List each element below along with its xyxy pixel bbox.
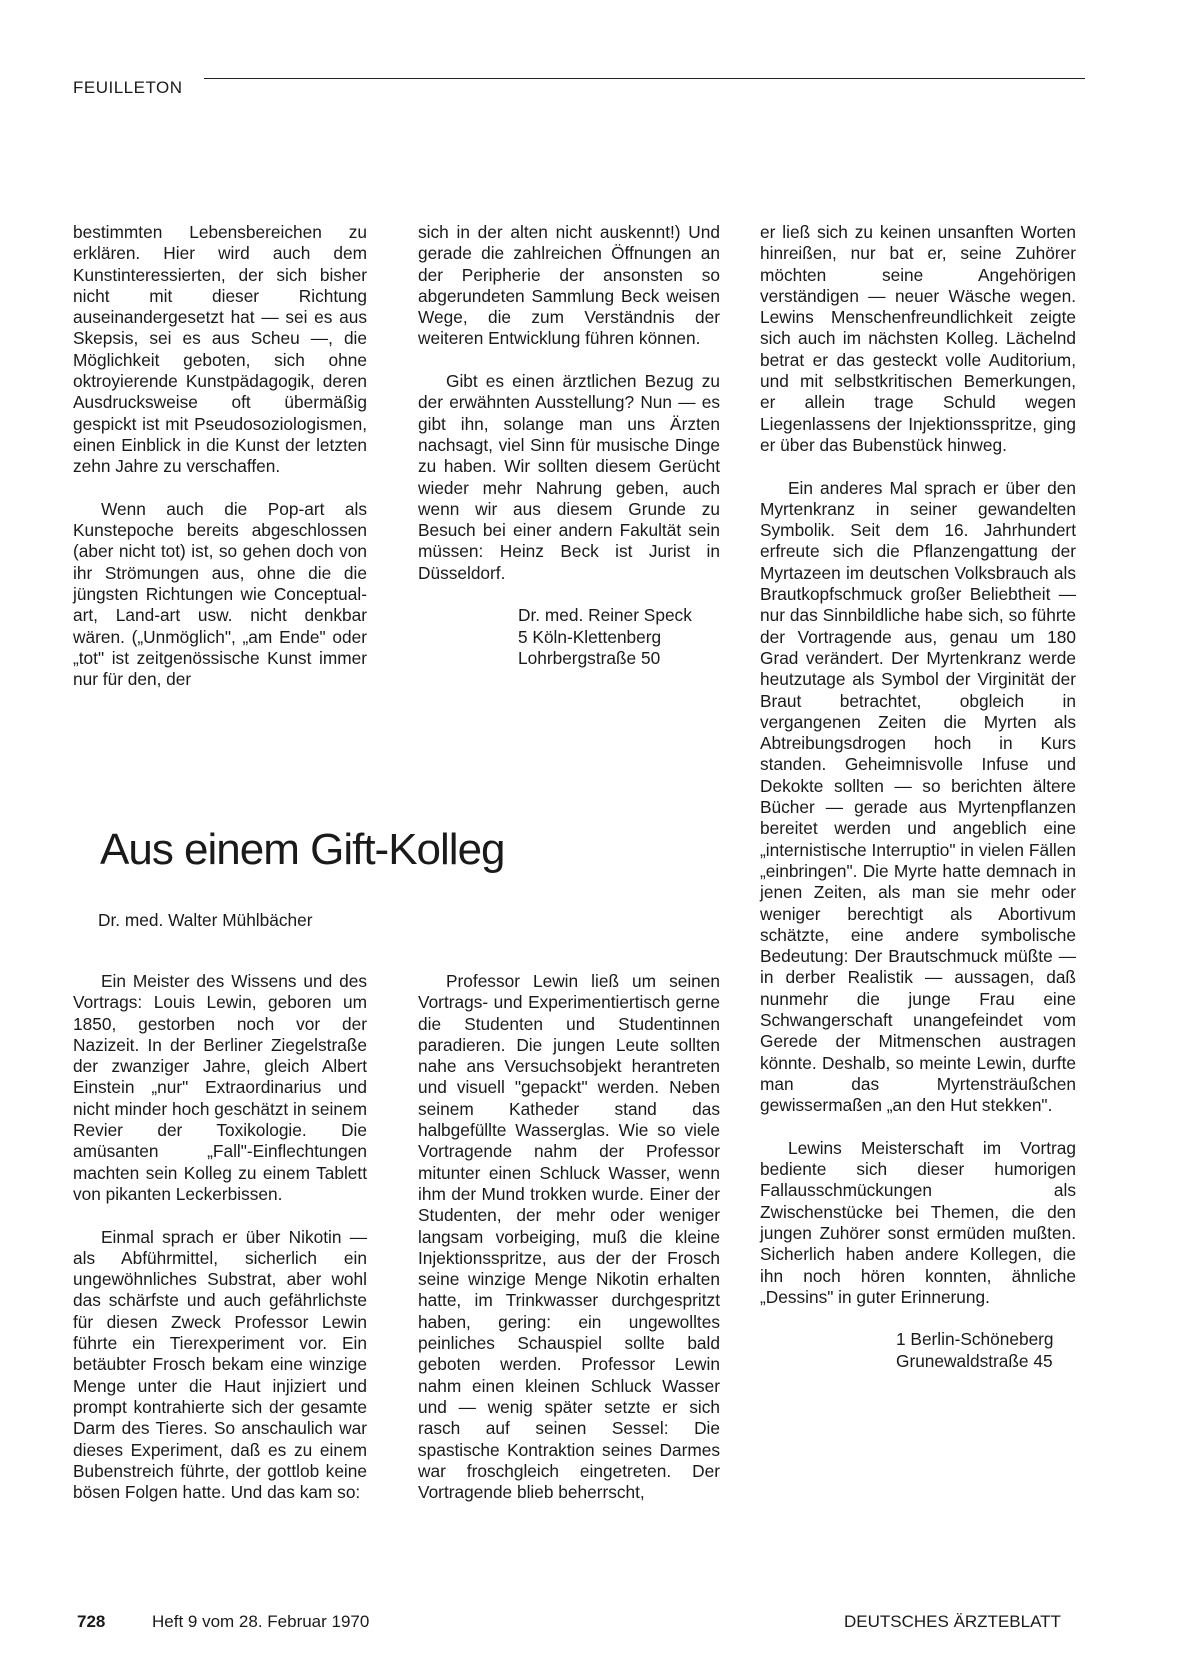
signature-line: Lohrbergstraße 50 xyxy=(518,647,661,668)
article-author: Dr. med. Walter Mühlbächer xyxy=(98,910,313,930)
header-rule xyxy=(204,78,1085,79)
page-number: 728 xyxy=(77,1612,106,1631)
top-article-column-2 xyxy=(418,222,720,669)
paragraph: sich in der alten nicht auskennt!) Und gerade die zahlreichen Öffnungen an der Peripherie der ansonsten so abgerundeten Sammlung Beck weisen Wege, die zum Verständnis der weiteren Entwicklung führen können. xyxy=(418,222,720,349)
article-column-3 xyxy=(760,222,1076,1372)
signature-line: 5 Köln-Klettenberg xyxy=(518,626,662,647)
signature-line: 1 Berlin-Schöneberg xyxy=(896,1329,1054,1350)
signature-line: Grunewaldstraße 45 xyxy=(896,1350,1053,1371)
paragraph: Gibt es einen ärztlichen Bezug zu der erwähnten Ausstellung? Nun — es gibt ihn, solange man uns Ärzten nachsagt, viel Sinn für musische Dinge zu haben. Wir sollten diesem Gerücht wieder mehr Nahrung geben, auch wenn wir aus diesem Grunde zu Besuch bei einer andern Fakultät sein müssen: Heinz Beck ist Jurist in Düsseldorf. xyxy=(418,371,720,583)
paragraph: Einmal sprach er über Nikotin — als Abführmittel, sicherlich ein ungewöhnliches Substrat, aber wohl das schärfste und auch gefährlichste für diesen Zweck Professor Lewin führte ein Tierexperiment vor. Ein betäubter Frosch bekam eine winzige Menge unter die Haut injiziert und prompt kontrahierte sich der gesamte Darm des Tieres. So anschaulich war dieses Experiment, daß es zu einem Bubenstreich führte, der gottlob keine bösen Folgen hatte. Und das kam so: xyxy=(73,1226,367,1503)
paragraph: Ein Meister des Wissens und des Vortrags: Louis Lewin, geboren um 1850, gestorben noch vor der Nazizeit. In der Berliner Ziegelstraße der zwanziger Jahre, gleich Albert Einstein „nur" Extraordinarius und nicht minder hoch geschätzt in seinem Revier der Toxikologie. Die amüsanten „Fall"-Einflechtungen machten sein Kolleg zu einem Tablett von pikanten Leckerbissen. xyxy=(73,971,367,1204)
paragraph: Lewins Meisterschaft im Vortrag bediente sich dieser humorigen Fallausschmückungen als Zwischenstücke bei Themen, die den jungen Zuhörer sonst ermüden mußten. Sicherlich haben andere Kollegen, die ihn noch hören konnten, ähnliche „Dessins" in guter Erinnerung. xyxy=(760,1137,1076,1307)
article-signature xyxy=(760,1329,1076,1372)
paragraph: Ein anderes Mal sprach er über den Myrtenkranz in seiner gewandelten Symbolik. Seit dem 16. Jahrhundert erfreute sich die Pflanzengattung der Myrtazeen im deutschen Volksbrauch als Brautkopfschmuck großer Beliebtheit — nur das Sinnbildliche habe sich, so führte der Vortragende aus, genau um 180 Grad verändert. Der Myrtenkranz werde heutzutage als Symbol der Virginität der Braut betrachtet, obgleich in vergangenen Zeiten die Myrten als Abtreibungsdrogen hoch in Kurs standen. Geheimnisvolle Infuse und Dekokte sollten — so berichten ältere Bücher — gerade aus Myrtenpflanzen bereitet werden und angeblich eine „internistische Interruptio" in vielen Fällen „einbringen". Die Myrte hatte demnach in jenen Zeiten, als man sie mehr oder weniger berechtigt als Abortivum schätzte, eine andere symbolische Bedeutung: Der Brautschmuck müßte — in derber Realistik — aussagen, daß nunmehr die junge Frau eine Schwangerschaft unangefeindet vom Gerede der Mitmenschen austragen könnte. Deshalb, so meinte Lewin, durfte man das Myrtensträußchen gewissermaßen „an den Hut stekken". xyxy=(760,477,1076,1116)
paragraph: er ließ sich zu keinen unsanften Worten hinreißen, nur bat er, seine Zuhörer möchten seine Angehörigen verständigen — neuer Wäsche wegen. Lewins Menschenfreundlichkeit zeigte sich auch im nächsten Kolleg. Lächelnd betrat er das gesteckt volle Auditorium, und mit selbstkritischen Bemerkungen, er allein trage Schuld wegen Liegenlassens der Injektionsspritze, ging er über das Bubenstück hinweg. xyxy=(760,222,1076,455)
section-label: FEUILLETON xyxy=(73,78,183,97)
signature-line: Dr. med. Reiner Speck xyxy=(518,605,692,626)
article-column-1 xyxy=(73,971,367,1503)
paragraph: Professor Lewin ließ um seinen Vortrags- und Experimentiertisch gerne die Studenten und Studentinnen paradieren. Die jungen Leute sollten nahe ans Versuchsobjekt herantreten und visuell "gepackt" werden. Neben seinem Katheder stand das halbgefüllte Wasserglas. Wie so viele Vortragende nahm der Professor mitunter einen Schluck Wasser, wenn ihm der Mund trokken wurde. Einer der Studenten, der mehr oder weniger langsam vorbeiging, muß die kleine Injektionsspritze, aus der der Frosch seine winzige Menge Nikotin erhalten hatte, im Trinkwasser durchgespritzt haben, gering: ein ungewolltes peinliches Schauspiel sollte bald geboten werden. Professor Lewin nahm einen kleinen Schluck Wasser und — wenig später setzte er sich rasch auf seinen Sessel: Die spastische Kontraktion seines Darmes war froschgleich eingetreten. Der Vortragende blieb beherrscht, xyxy=(418,971,720,1503)
top-article-signature xyxy=(418,605,720,669)
paragraph: bestimmten Lebensbereichen zu erklären. Hier wird auch dem Kunstinteressierten, der sich bisher nicht mit dieser Richtung auseinandergesetzt hat — sei es aus Skepsis, sei es aus Scheu —, die Möglichkeit geboten, sich ohne oktroyierende Kunstpädagogik, deren Ausdrucksweise oft übermäßig gespickt ist mit Pseudosoziologismen, einen Einblick in die Kunst der letzten zehn Jahre zu verschaffen. xyxy=(73,222,367,477)
top-article-column-1 xyxy=(73,222,367,691)
paragraph: Wenn auch die Pop-art als Kunstepoche bereits abgeschlossen (aber nicht tot) ist, so gehen doch von ihr Strömungen aus, ohne die die jüngsten Richtungen wie Conceptual-art, Land-art usw. nicht denkbar wären. („Unmöglich", „am Ende" oder „tot" ist zeitgenössische Kunst immer nur für den, der xyxy=(73,498,367,690)
article-title: Aus einem Gift-Kolleg xyxy=(100,825,505,874)
issue-info: Heft 9 vom 28. Februar 1970 xyxy=(152,1612,370,1631)
journal-name: DEUTSCHES ÄRZTEBLATT xyxy=(844,1612,1061,1631)
article-column-2 xyxy=(418,971,720,1503)
